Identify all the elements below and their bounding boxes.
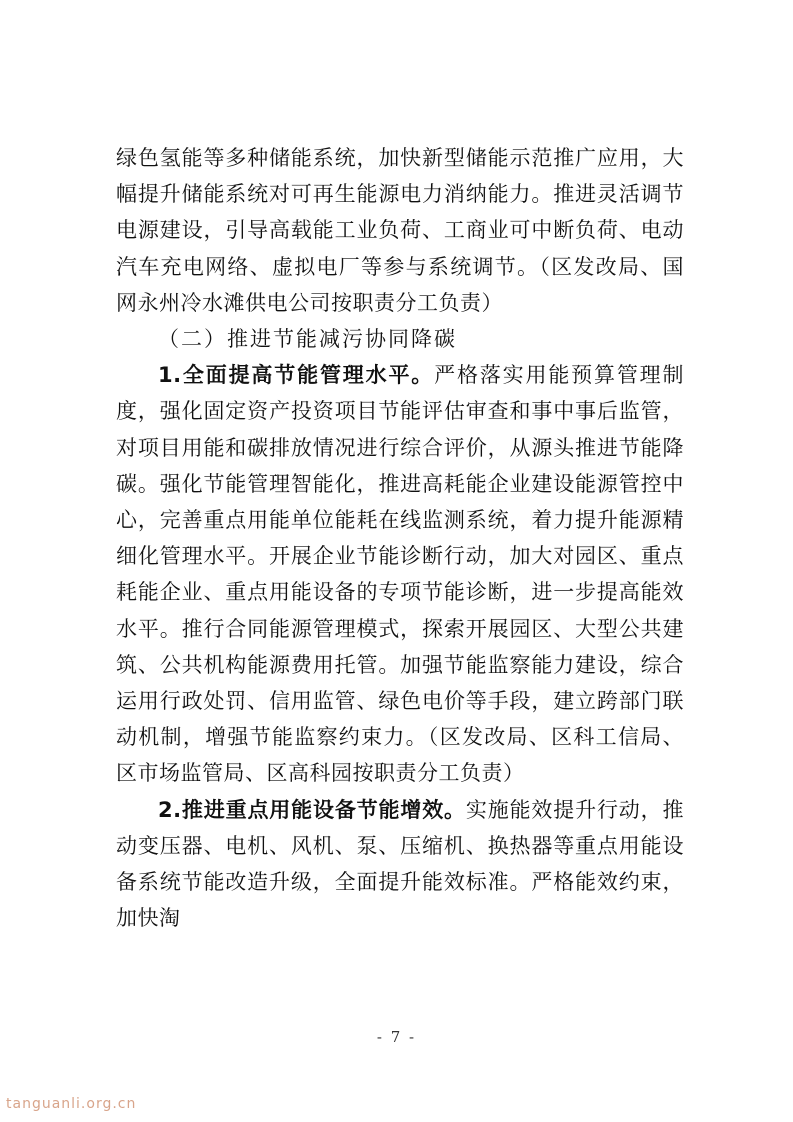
paragraph-text: 实施能效提升行动，推动变压器、电机、风机、泵、压缩机、换热器等重点用能设备系统节能改造升级，全面提升能效标准。严格能效约束，加快淘 [116, 797, 684, 931]
watermark: tanguanli.org.cn [6, 1096, 137, 1112]
paragraph-equipment-efficiency [116, 792, 684, 937]
paragraph-energy-management [116, 357, 684, 791]
section-heading: （二）推进节能减污协同降碳 [158, 327, 457, 352]
paragraph-text: 绿色氢能等多种储能系统，加快新型储能示范推广应用，大幅提升储能系统对可再生能源电力消纳能力。推进灵活调节电源建设，引导高载能工业负荷、工商业可中断负荷、电动汽车充电网络、虚拟电厂等参与系统调节。（区发改局、国网永州冷水滩供电公司按职责分工负责） [116, 146, 684, 315]
paragraph-lead: 2.推进重点用能设备节能增效。 [158, 797, 466, 822]
page-number: - 7 - [376, 1028, 417, 1046]
document-body [116, 140, 684, 936]
paragraph-storage [116, 140, 684, 321]
paragraph-text: 严格落实用能预算管理制度，强化固定资产投资项目节能评估审查和事中事后监管，对项目用能和碳排放情况进行综合评价，从源头推进节能降碳。强化节能管理智能化，推进高耗能企业建设能源管控中心，完善重点用能单位能耗在线监测系统，着力提升能源精细化管理水平。开展企业节能诊断行动，加大对园区、重点耗能企业、重点用能设备的专项节能诊断，进一步提高能效水平。推行合同能源管理模式，探索开展园区、大型公共建筑、公共机构能源费用托管。加强节能监察能力建设，综合运用行政处罚、信用监管、绿色电价等手段，建立跨部门联动机制，增强节能监察约束力。（区发改局、区科工信局、区市场监管局、区高科园按职责分工负责） [116, 363, 685, 786]
paragraph-lead: 1.全面提高节能管理水平。 [158, 363, 435, 388]
